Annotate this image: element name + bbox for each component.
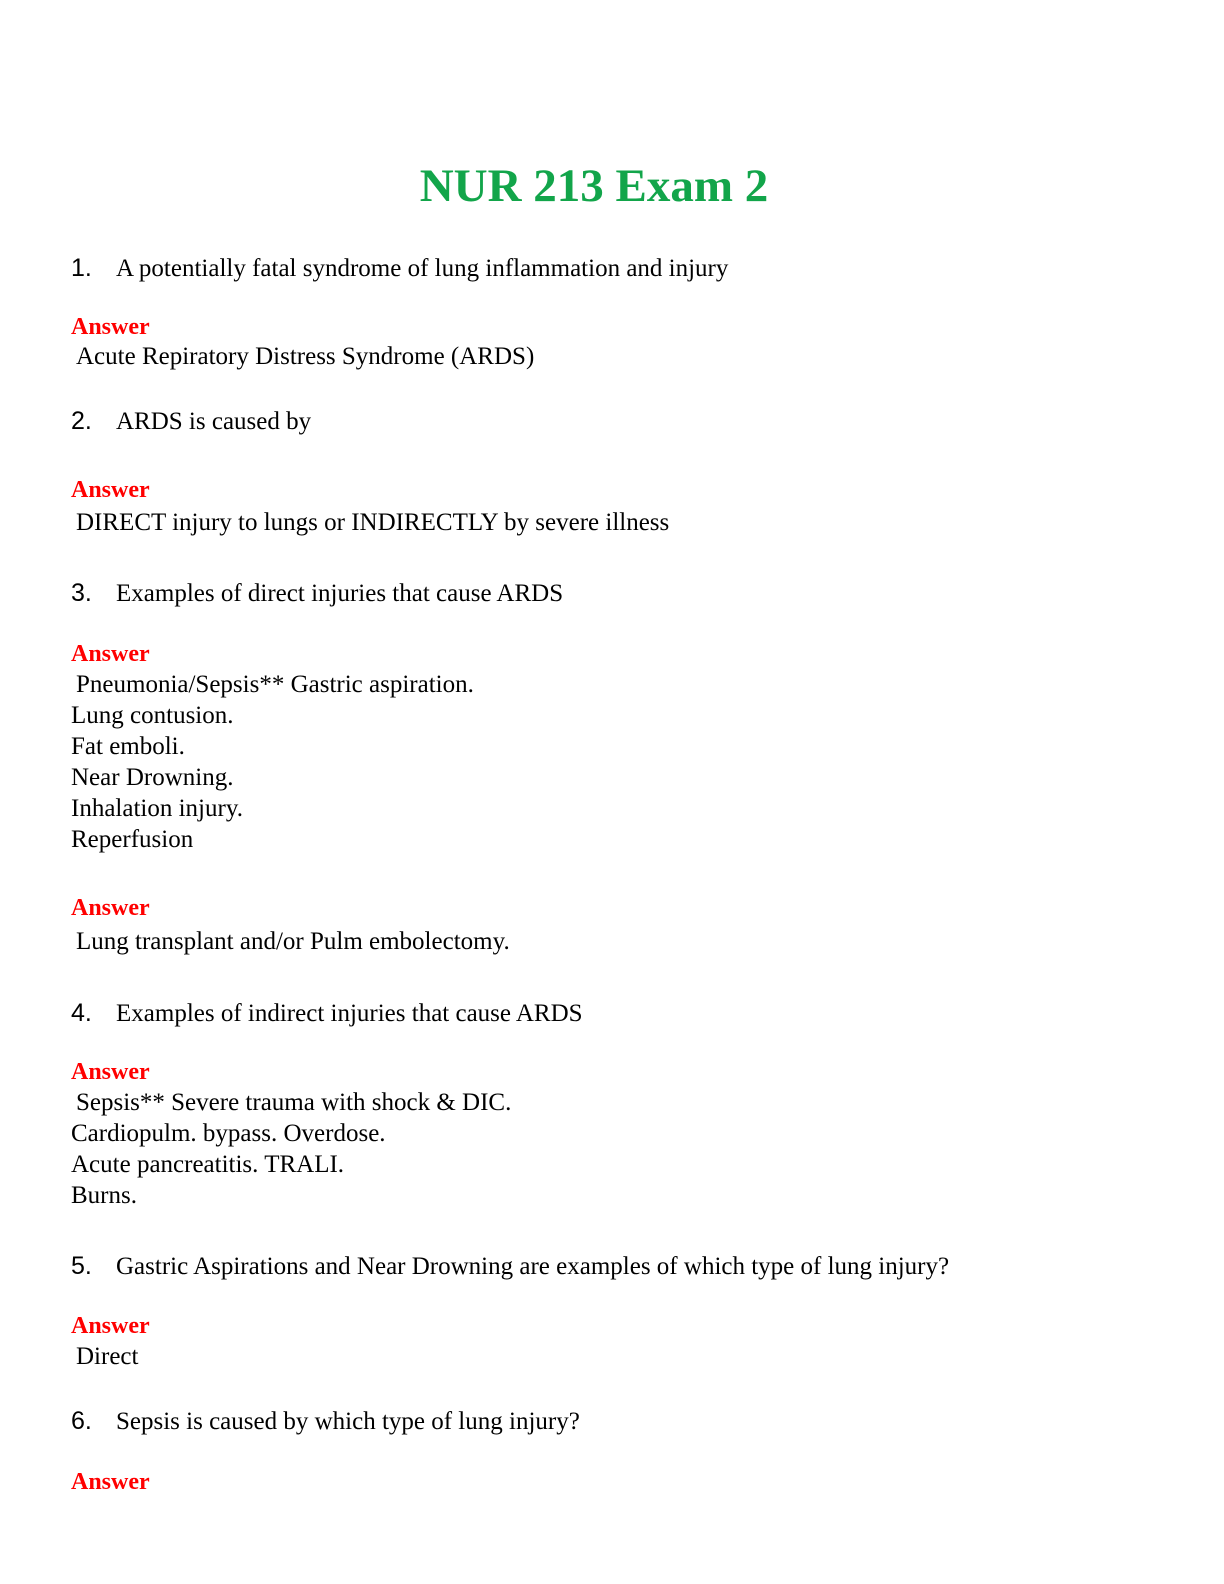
question-text: Gastric Aspirations and Near Drowning are examples of which type of lung injury? <box>116 1253 950 1280</box>
question-number: 1. <box>71 254 92 282</box>
question-5 <box>71 1250 949 1283</box>
answer-line: Near Drowning. <box>71 764 234 791</box>
answer-line: Acute pancreatitis. TRALI. <box>71 1151 345 1178</box>
question-text: ARDS is caused by <box>116 408 312 435</box>
answer-label: Answer <box>71 1313 150 1339</box>
answer-line: Reperfusion <box>71 826 194 853</box>
question-3 <box>71 577 563 610</box>
answer-1 <box>71 341 534 372</box>
question-number: 5. <box>71 1252 92 1280</box>
question-text: A potentially fatal syndrome of lung inflammation and injury <box>116 255 729 282</box>
answer-label: Answer <box>71 895 150 921</box>
answer-line: Burns. <box>71 1182 137 1209</box>
question-text: Examples of direct injuries that cause ARDS <box>116 580 564 607</box>
document-title: NUR 213 Exam 2 <box>419 160 769 212</box>
answer-line: Direct <box>76 1343 139 1370</box>
question-number: 2. <box>71 407 92 435</box>
answer-line: Pneumonia/Sepsis** Gastric aspiration. <box>76 671 474 698</box>
answer-label: Answer <box>71 641 150 667</box>
question-text: Sepsis is caused by which type of lung injury? <box>116 1408 580 1435</box>
answer-line: Cardiopulm. bypass. Overdose. <box>71 1120 386 1147</box>
answer-5 <box>71 1341 138 1372</box>
question-number: 3. <box>71 579 92 607</box>
answer-line: Lung contusion. <box>71 702 234 729</box>
question-1 <box>71 252 728 285</box>
answer-line: DIRECT injury to lungs or INDIRECTLY by severe illness <box>76 509 670 536</box>
question-2 <box>71 405 311 438</box>
answer-4 <box>71 1087 511 1211</box>
question-6 <box>71 1405 580 1438</box>
answer-line: Acute Repiratory Distress Syndrome (ARDS) <box>76 343 535 370</box>
answer-3b <box>71 926 510 957</box>
answer-label: Answer <box>71 1469 150 1495</box>
answer-label: Answer <box>71 314 150 340</box>
answer-label: Answer <box>71 477 150 503</box>
answer-2 <box>71 507 669 538</box>
question-number: 4. <box>71 999 92 1027</box>
question-text: Examples of indirect injuries that cause ARDS <box>116 1000 583 1027</box>
answer-line: Lung transplant and/or Pulm embolectomy. <box>76 928 510 955</box>
answer-3a <box>71 669 474 855</box>
question-4 <box>71 997 583 1030</box>
answer-line: Inhalation injury. <box>71 795 243 822</box>
question-number: 6. <box>71 1407 92 1435</box>
answer-label: Answer <box>71 1059 150 1085</box>
answer-line: Sepsis** Severe trauma with shock & DIC. <box>76 1089 512 1116</box>
answer-line: Fat emboli. <box>71 733 185 760</box>
